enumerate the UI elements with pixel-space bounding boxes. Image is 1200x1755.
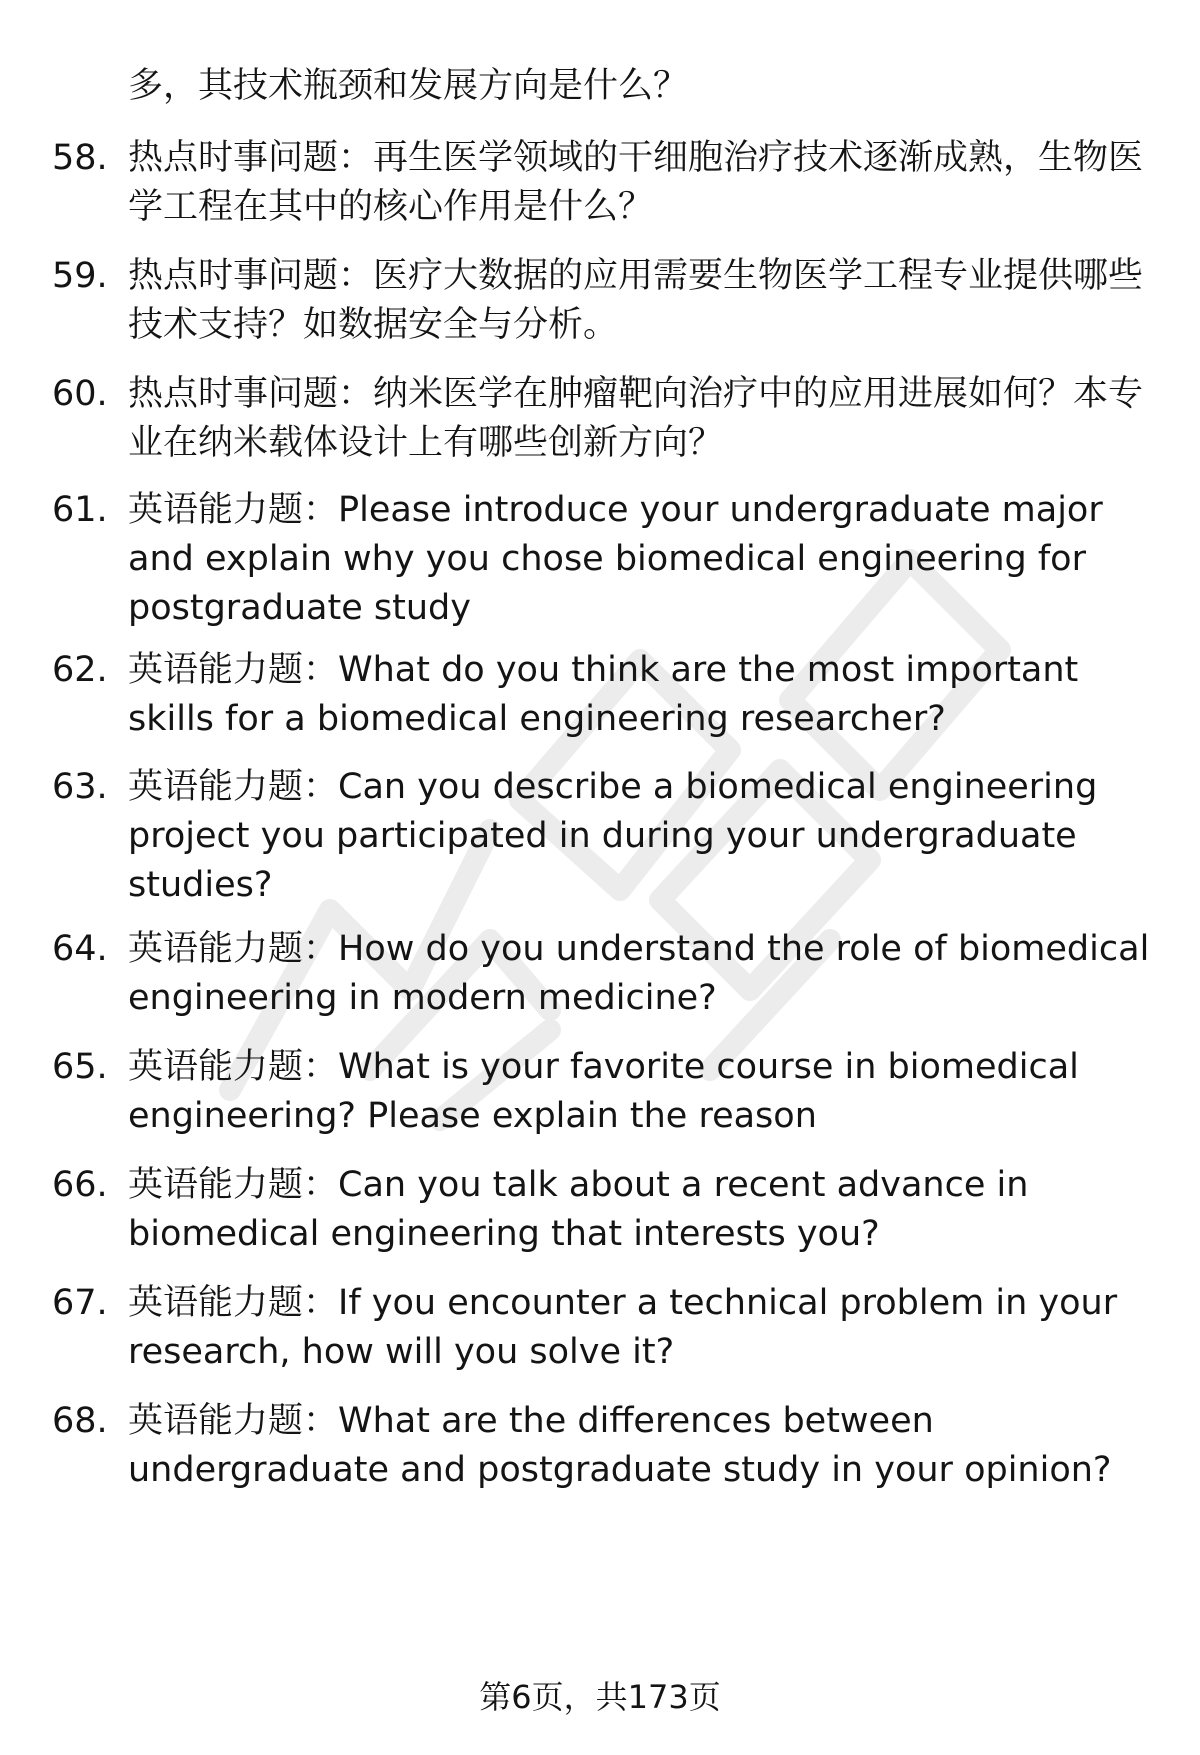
- question-item: [52, 925, 1162, 1023]
- continued-question-text: 多，其技术瓶颈和发展方向是什么？: [128, 66, 689, 106]
- question-text: 英语能力题：What is your favorite course in biomedical engineering? Please explain the reason: [128, 1047, 1079, 1136]
- question-text: 热点时事问题：纳米医学在肿瘤靶向治疗中的应用进展如何？本专业在纳米载体设计上有哪些创新方向？: [128, 374, 1144, 463]
- question-number: 68.: [52, 1401, 108, 1441]
- question-number: 63.: [52, 767, 108, 807]
- question-number: 58.: [52, 138, 108, 178]
- question-item: [52, 134, 1162, 232]
- question-number: 61.: [52, 490, 108, 530]
- question-text: 热点时事问题：再生医学领域的干细胞治疗技术逐渐成熟，生物医学工程在其中的核心作用是什么？: [128, 138, 1144, 227]
- question-text: 英语能力题：How do you understand the role of biomedical engineering in modern medicine?: [128, 929, 1150, 1018]
- question-number: 62.: [52, 650, 108, 690]
- question-item: [52, 1397, 1162, 1495]
- question-item: [52, 486, 1162, 633]
- question-text: 英语能力题：Can you describe a biomedical engineering project you participated in during your undergraduate studies?: [128, 767, 1098, 905]
- question-number: 65.: [52, 1047, 108, 1087]
- question-item: [52, 1043, 1162, 1141]
- question-number: 64.: [52, 929, 108, 969]
- question-number: 66.: [52, 1165, 108, 1205]
- question-text: 热点时事问题：医疗大数据的应用需要生物医学工程专业提供哪些技术支持？如数据安全与分析。: [128, 256, 1144, 345]
- question-item: [52, 252, 1162, 350]
- question-text: 英语能力题：If you encounter a technical problem in your research, how will you solve it?: [128, 1283, 1118, 1372]
- question-text: 英语能力题：What are the differences between undergraduate and postgraduate study in your opinion?: [128, 1401, 1112, 1490]
- page-number-footer: 第6页，共173页: [479, 1678, 721, 1716]
- question-number: 60.: [52, 374, 108, 414]
- question-text: 英语能力题：Can you talk about a recent advance in biomedical engineering that interests you?: [128, 1165, 1029, 1254]
- question-number: 59.: [52, 256, 108, 296]
- question-item: [52, 763, 1162, 910]
- question-text: 英语能力题：Please introduce your undergraduate major and explain why you chose biomedical engineering for postgraduate study: [128, 490, 1103, 628]
- question-item: [52, 1279, 1162, 1377]
- question-item: [52, 1161, 1162, 1259]
- question-text: 英语能力题：What do you think are the most important skills for a biomedical engineering researcher?: [128, 650, 1079, 739]
- question-number: 67.: [52, 1283, 108, 1323]
- question-item: [52, 646, 1162, 744]
- question-item: [52, 370, 1162, 468]
